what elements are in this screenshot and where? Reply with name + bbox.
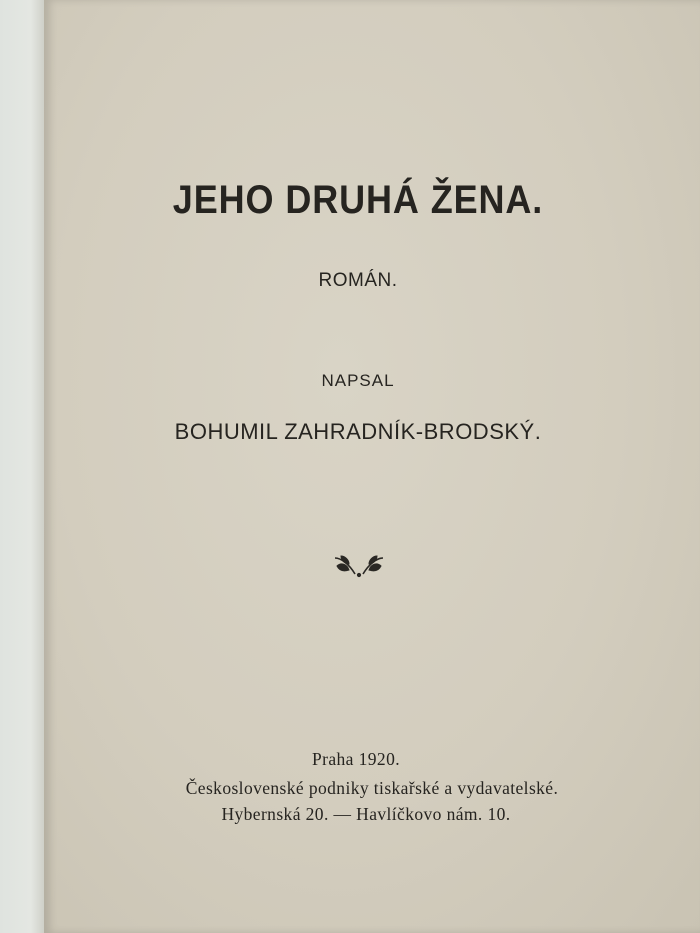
imprint-place-year: Praha 1920.	[312, 749, 400, 769]
imprint-address: Hybernská 20. — Havlíčkovo nám. 10.	[221, 804, 511, 824]
leaf-ornament-icon	[331, 552, 387, 580]
byline-label: NAPSAL	[321, 371, 395, 390]
book-title: JEHO DRUHÁ ŽENA.	[172, 178, 544, 222]
book-genre: ROMÁN.	[318, 270, 398, 291]
imprint-publisher: Československé podniky tiskařské a vydavatelské.	[185, 778, 559, 798]
author-name: BOHUMIL ZAHRADNÍK-BRODSKÝ.	[174, 419, 542, 444]
book-edge	[0, 0, 44, 933]
